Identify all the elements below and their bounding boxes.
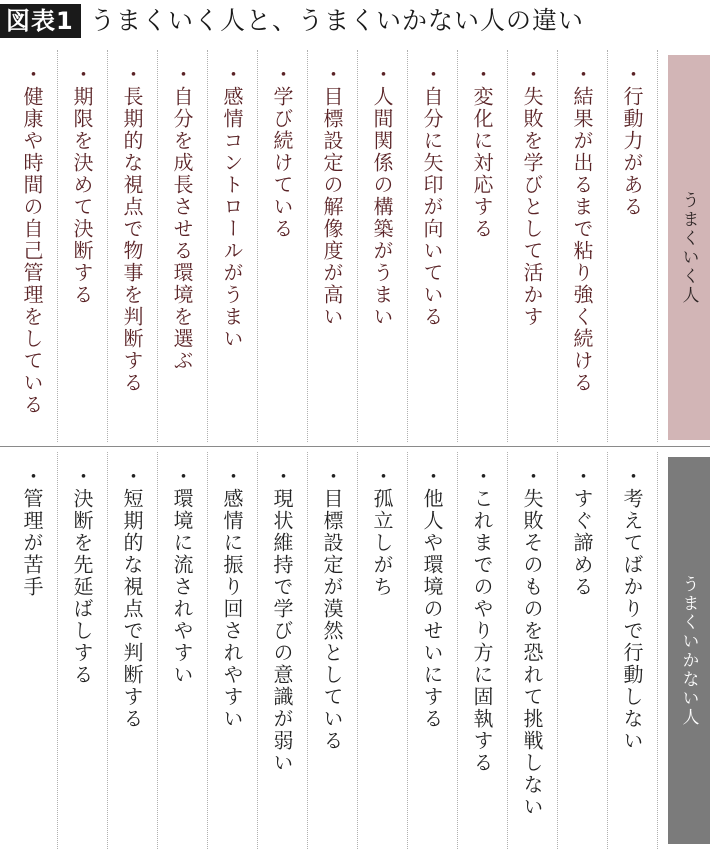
label-unsuccessful bbox=[668, 457, 710, 844]
list-item bbox=[258, 452, 308, 849]
list-item-text: ・孤立しがち bbox=[370, 466, 394, 598]
list-item-text: ・健康や時間の自己管理をしている bbox=[20, 64, 44, 416]
list-item-text: ・長期的な視点で物事を判断する bbox=[120, 64, 144, 394]
label-unsuccessful-text: うまくいかない人 bbox=[678, 574, 699, 727]
list-item bbox=[608, 452, 658, 849]
list-item bbox=[558, 452, 608, 849]
list-item-text: ・期限を決めて決断する bbox=[70, 64, 94, 306]
list-item-text: ・決断を先延ばしする bbox=[70, 466, 94, 686]
list-item-text: ・すぐ諦める bbox=[570, 466, 594, 598]
list-item-text: ・短期的な視点で判断する bbox=[120, 466, 144, 730]
list-item bbox=[508, 50, 558, 442]
list-item bbox=[208, 50, 258, 442]
list-item-text: ・これまでのやり方に固執する bbox=[470, 466, 494, 774]
list-item bbox=[608, 50, 658, 442]
list-item bbox=[408, 50, 458, 442]
list-item bbox=[58, 452, 108, 849]
list-item bbox=[308, 452, 358, 849]
list-item-text: ・行動力がある bbox=[620, 64, 644, 218]
list-item-text: ・失敗そのものを恐れて挑戦しない bbox=[520, 466, 544, 818]
list-item bbox=[458, 452, 508, 849]
label-successful bbox=[668, 55, 710, 440]
list-item bbox=[458, 50, 508, 442]
list-item-text: ・学び続けている bbox=[270, 64, 294, 240]
list-item bbox=[408, 452, 458, 849]
list-item bbox=[8, 50, 58, 442]
list-item-text: ・他人や環境のせいにする bbox=[420, 466, 444, 730]
list-item bbox=[308, 50, 358, 442]
section-unsuccessful bbox=[0, 452, 710, 849]
figure-badge: 図表1 bbox=[0, 4, 81, 38]
list-item-text: ・環境に流されやすい bbox=[170, 466, 194, 686]
list-item-text: ・自分を成長させる環境を選ぶ bbox=[170, 64, 194, 372]
list-item-text: ・管理が苦手 bbox=[20, 466, 44, 598]
list-item bbox=[58, 50, 108, 442]
list-item-text: ・変化に対応する bbox=[470, 64, 494, 240]
section-divider bbox=[0, 446, 710, 447]
page-title: うまくいく人と、うまくいかない人の違い bbox=[90, 6, 585, 35]
list-item-text: ・人間関係の構築がうまい bbox=[370, 64, 394, 328]
list-item-text: ・目標設定の解像度が高い bbox=[320, 64, 344, 328]
list-item-text: ・考えてばかりで行動しない bbox=[620, 466, 644, 752]
list-item bbox=[8, 452, 58, 849]
list-item-text: ・感情コントロールがうまい bbox=[220, 64, 244, 350]
list-item bbox=[108, 50, 158, 442]
list-item bbox=[358, 50, 408, 442]
header bbox=[0, 0, 710, 44]
list-item bbox=[108, 452, 158, 849]
label-successful-text: うまくいく人 bbox=[678, 190, 699, 305]
list-item-text: ・自分に矢印が向いている bbox=[420, 64, 444, 328]
list-item-text: ・目標設定が漠然としている bbox=[320, 466, 344, 752]
list-item-text: ・失敗を学びとして活かす bbox=[520, 64, 544, 328]
list-item bbox=[208, 452, 258, 849]
list-item-text: ・感情に振り回されやすい bbox=[220, 466, 244, 730]
section-successful bbox=[0, 50, 710, 442]
list-item bbox=[158, 452, 208, 849]
list-item bbox=[558, 50, 608, 442]
list-item bbox=[358, 452, 408, 849]
list-item-text: ・現状維持で学びの意識が弱い bbox=[270, 466, 294, 774]
list-item bbox=[158, 50, 208, 442]
list-item bbox=[508, 452, 558, 849]
list-item bbox=[258, 50, 308, 442]
list-item-text: ・結果が出るまで粘り強く続ける bbox=[570, 64, 594, 394]
